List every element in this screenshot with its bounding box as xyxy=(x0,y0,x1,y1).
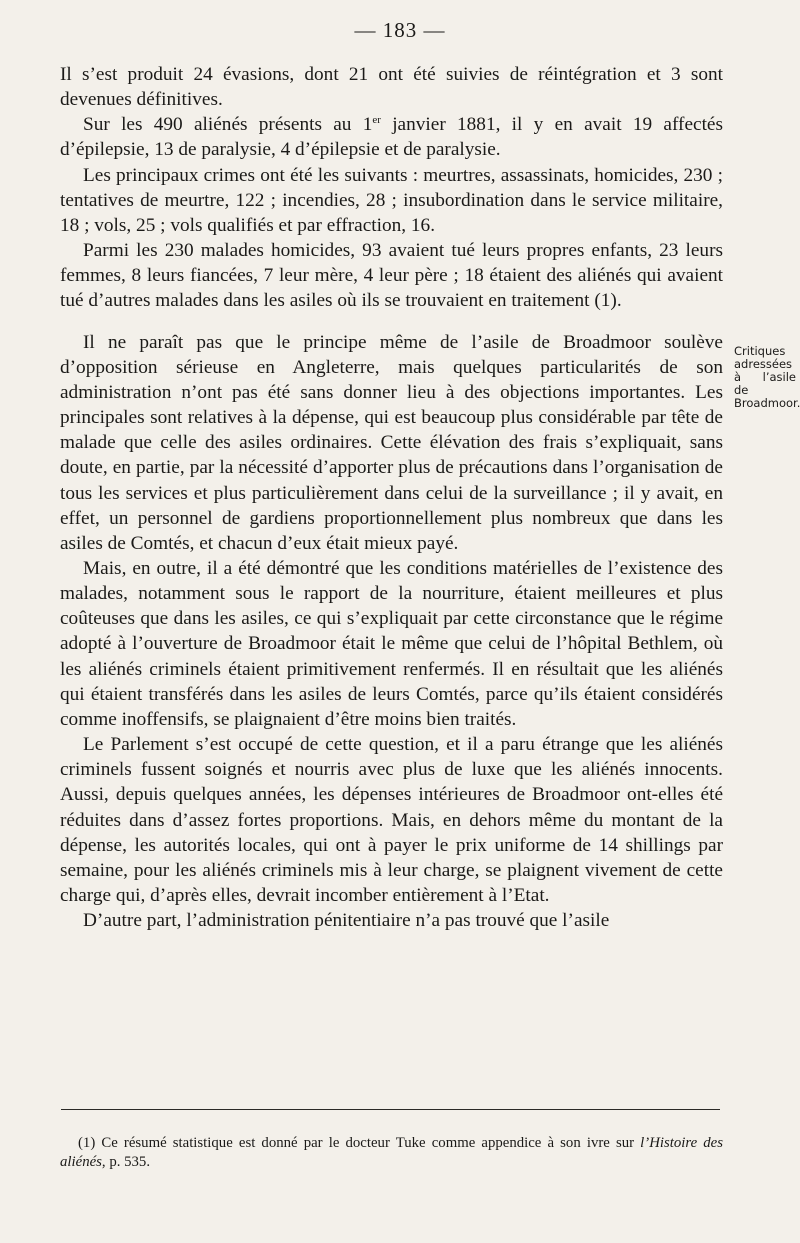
paragraph-epilepsy-start: Sur les 490 aliénés présents au 1 xyxy=(83,114,373,136)
page-number: — 183 — xyxy=(354,18,446,42)
main-text xyxy=(60,62,723,933)
paragraph-escapes: Il s’est produit 24 évasions, dont 21 ont été suivies de réintégration et 3 sont devenues définitives. xyxy=(60,64,723,111)
footnote-book-title: l’Histoire des aliénés xyxy=(60,1135,723,1170)
footnote-text: (1) Ce résumé statistique est donné par le docteur Tuke comme appendice à son ivre sur xyxy=(78,1135,641,1151)
paragraph-epilepsy-end: janvier 1881, il y en avait 19 affectés d’épilepsie, 13 de paralysie, 4 d’épilepsie et de paralysie. xyxy=(60,114,723,161)
footnote-body xyxy=(60,1134,723,1172)
paragraph-penitentiary: D’autre part, l’administration pénitentiaire n’a pas trouvé que l’asile xyxy=(83,910,610,932)
paragraph-parliament: Le Parlement s’est occupé de cette question, et il a paru étrange que les aliénés criminels fussent soignés et nourris avec plus de luxe que les aliénés innocents. Aussi, depuis quelques années, les dépenses intérieures de Broadmoor ont-elles été réduites dans d’assez fortes proportions. Mais, en dehors même du montant de la dépense, les autorités locales, qui ont à payer le prix uniforme de 14 shillings par semaine, pour les aliénés criminels mis à leur charge, se plaignent vivement de cette charge qui, d’après elles, devrait incomber entièrement à l’Etat. xyxy=(60,734,723,906)
footnote-page-ref: , p. 535. xyxy=(101,1154,151,1170)
ordinal-superscript: er xyxy=(372,114,381,127)
margin-note: Critiques adressées à l’asile de Broadmoor. xyxy=(734,344,800,410)
paragraph-crimes: Les principaux crimes ont été les suivants : meurtres, assassinats, homicides, 230 ; tentatives de meurtre, 122 ; incendies, 28 ; insubordination dans le service militaire, 18 ; vols, 25 ; vols qualifiés et par effraction, 16. xyxy=(60,164,723,236)
paragraph-epilepsy xyxy=(60,112,723,162)
paragraph-homicides: Parmi les 230 malades homicides, 93 avaient tué leurs propres enfants, 23 leurs femmes, 8 leurs fiancées, 7 leur mère, 4 leur père ; 18 étaient des aliénés qui avaient tué d’autres malades dans les asiles où ils se trouvaient en traitement (1). xyxy=(60,240,723,312)
paragraph-broadmoor-principle: Il ne paraît pas que le principe même de l’asile de Broadmoor soulève d’opposition sérieuse en Angleterre, mais quelques particularités de son administration n’ont pas été sans donner lieu à des objections importantes. Les principales sont relatives à la dépense, qui est beaucoup plus considérable par tête de malade que celle des asiles ordinaires. Cette élévation des frais s’expliquait, sans doute, en partie, par la nécessité d’apporter plus de précautions dans l’organisation de tous les services et plus particulièrement dans celui de la surveillance ; il y avait, en effet, un personnel de gardiens proportionnellement plus nombreux que dans les asiles de Comtés, et chacun d’eux était mieux payé. xyxy=(60,331,723,554)
footnote-divider xyxy=(61,1109,720,1110)
footnote xyxy=(60,1134,723,1172)
paragraph-living-conditions: Mais, en outre, il a été démontré que les conditions matérielles de l’existence des malades, notamment sous le rapport de la nourriture, étaient meilleures et plus coûteuses que dans les asiles, ce qui s’expliquait par cette circonstance que le régime adopté à l’ouverture de Broadmoor était le même que celui de l’hôpital Bethlem, où les aliénés criminels étaient primitivement renfermés. Il en résultait que les aliénés qui étaient transférés dans les asiles de leurs Comtés, parce qu’ils étaient considérés comme inoffensifs, se plaignaient d’être moins bien traités. xyxy=(60,557,723,730)
